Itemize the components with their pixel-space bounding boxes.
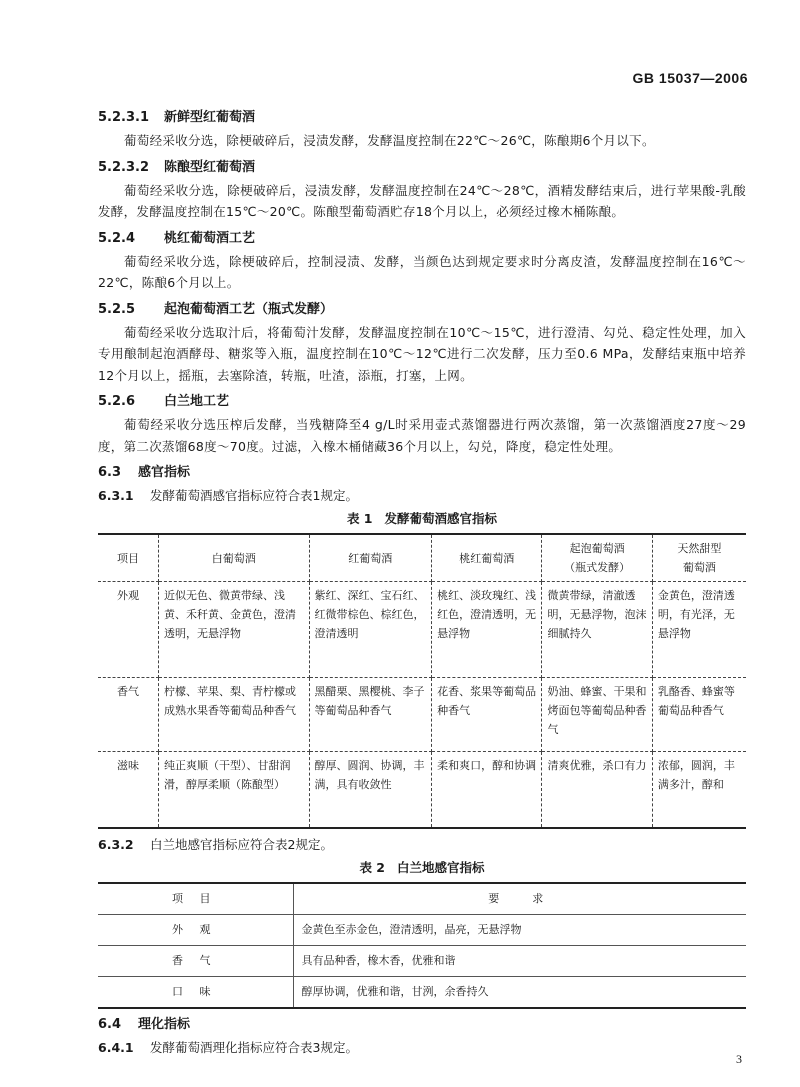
table-row [98, 914, 746, 945]
section-number: 6.4.1 [98, 1039, 134, 1055]
table-cell: 微黄带绿，清澈透明，无悬浮物，泡沫细腻持久 [542, 582, 652, 678]
row-label: 外观 [98, 914, 293, 945]
section-5-2-3-2-text: 葡萄经采收分选，除梗破碎后，浸渍发酵，发酵温度控制在24℃～28℃，酒精发酵结束后，进行苹果酸-乳酸发酵，发酵温度控制在15℃～20℃。陈酿型葡萄酒贮存18个月以上，必须经过橡木桶陈酿。 [98, 182, 746, 219]
section-6-4-1 [98, 1038, 746, 1057]
table-cell: 奶油、蜂蜜、干果和烤面包等葡萄品种香气 [542, 678, 652, 752]
section-title: 桃红葡萄酒工艺 [164, 230, 256, 246]
table-cell: 金黄色至赤金色，澄清透明，晶亮，无悬浮物 [293, 914, 746, 945]
table-row [98, 582, 746, 678]
section-5-2-3-1-text: 葡萄经采收分选，除梗破碎后，浸渍发酵，发酵温度控制在22℃～26℃，陈酿期6个月以下。 [124, 133, 655, 148]
table-title: 发酵葡萄酒感官指标 [384, 511, 498, 526]
section-6-3-1 [98, 486, 746, 505]
row-label: 口味 [98, 976, 293, 1008]
table-row [98, 945, 746, 976]
section-number: 5.2.5 [98, 301, 136, 317]
section-number: 6.3.1 [98, 488, 134, 503]
table-2 [98, 882, 746, 1009]
section-title: 起泡葡萄酒工艺（瓶式发酵） [164, 301, 334, 317]
table-cell: 具有品种香，橡木香，优雅和谐 [293, 945, 746, 976]
section-number: 5.2.3.2 [98, 159, 149, 175]
table-1-caption [98, 509, 746, 527]
row-label: 滋味 [98, 752, 159, 828]
table-1 [98, 533, 746, 829]
section-number: 5.2.3.1 [98, 110, 149, 125]
table-cell: 近似无色、微黄带绿、浅黄、禾秆黄、金黄色，澄清透明，无悬浮物 [159, 582, 310, 678]
table-header-cell: 红葡萄酒 [309, 534, 432, 582]
section-title: 新鲜型红葡萄酒 [164, 110, 256, 125]
table-cell: 花香、浆果等葡萄品种香气 [432, 678, 542, 752]
page-number: 3 [736, 1052, 742, 1066]
section-number: 5.2.4 [98, 230, 136, 246]
table-header-row [98, 883, 746, 915]
table-header-cell: 起泡葡萄酒 （瓶式发酵） [542, 534, 652, 582]
table-row [98, 678, 746, 752]
section-6-4-heading [98, 1015, 746, 1034]
table-number: 表 2 [359, 859, 386, 875]
table-row [98, 752, 746, 828]
table-cell: 柔和爽口，醇和协调 [432, 752, 542, 828]
section-5-2-4-text: 葡萄经采收分选，除梗破碎后，控制浸渍、发酵，当颜色达到规定要求时分离皮渣，发酵温度控制在16℃～22℃，陈酿6个月以上。 [98, 253, 746, 290]
table-header-cell: 白葡萄酒 [159, 534, 310, 582]
clause-text: 白兰地感官指标应符合表2规定。 [150, 836, 333, 852]
standard-code: GB 15037—2006 [632, 70, 748, 86]
table-header-cell: 项目 [98, 883, 293, 915]
table-title: 白兰地感官指标 [397, 859, 485, 875]
table-cell: 乳酪香、蜂蜜等葡萄品种香气 [652, 678, 746, 752]
table-cell: 醇厚协调，优雅和谐，甘洌，余香持久 [293, 976, 746, 1008]
row-label: 香气 [98, 945, 293, 976]
section-5-2-3-2-heading [98, 158, 746, 177]
section-5-2-5-text: 葡萄经采收分选取汁后，将葡萄汁发酵，发酵温度控制在10℃～15℃，进行澄清、勾兑、稳定性处理，加入专用酿制起泡酒酵母、糖浆等入瓶，温度控制在10℃～12℃进行二次发酵，压力至0.6 MPa，发酵结束瓶中培养12个月以上，摇瓶，去塞除渣，转瓶，吐渣，添瓶，打塞，上网。 [98, 324, 746, 383]
table-cell: 浓郁，圆润，丰满多汁，醇和 [652, 752, 746, 828]
section-6-3-heading [98, 463, 746, 482]
section-5-2-6-text: 葡萄经采收分选压榨后发酵，当残糖降至4 g/L时采用壶式蒸馏器进行两次蒸馏，第一次蒸馏酒度27度～29度，第二次蒸馏68度～70度。过滤，入橡木桶储藏36个月以上，勾兑，降度，稳定性处理。 [98, 417, 746, 454]
table-header-cell: 项目 [98, 534, 159, 582]
table-cell: 桃红、淡玫瑰红、浅红色，澄清透明，无悬浮物 [432, 582, 542, 678]
table-number: 表 1 [346, 511, 373, 526]
table-cell: 柠檬、苹果、梨、青柠檬或成熟水果香等葡萄品种香气 [159, 678, 310, 752]
table-header-cell: 要求 [293, 883, 746, 915]
section-title: 感官指标 [138, 465, 191, 480]
table-header-cell: 天然甜型 葡萄酒 [652, 534, 746, 582]
section-5-2-3-1-heading [98, 108, 746, 127]
section-5-2-4-heading [98, 229, 746, 248]
table-cell: 黑醋栗、黑樱桃、李子等葡萄品种香气 [309, 678, 432, 752]
section-title: 理化指标 [138, 1016, 191, 1032]
table-cell: 清爽优雅，杀口有力 [542, 752, 652, 828]
section-5-2-6-heading [98, 392, 746, 411]
section-number: 6.3 [98, 465, 122, 480]
row-label: 香气 [98, 678, 159, 752]
section-number: 5.2.6 [98, 394, 136, 409]
table-cell: 金黄色，澄清透明，有光泽，无悬浮物 [652, 582, 746, 678]
clause-text: 发酵葡萄酒感官指标应符合表1规定。 [150, 488, 358, 503]
section-title: 白兰地工艺 [164, 394, 230, 409]
row-label: 外观 [98, 582, 159, 678]
table-row [98, 976, 746, 1008]
clause-text: 发酵葡萄酒理化指标应符合表3规定。 [150, 1039, 358, 1055]
section-5-2-5-heading [98, 300, 746, 319]
table-header-cell: 桃红葡萄酒 [432, 534, 542, 582]
section-6-3-2 [98, 835, 746, 854]
table-2-caption [98, 858, 746, 876]
table-header-row [98, 534, 746, 582]
section-title: 陈酿型红葡萄酒 [164, 159, 256, 175]
section-number: 6.3.2 [98, 836, 134, 852]
table-cell: 纯正爽顺（干型）、甘甜润滑，醇厚柔顺（陈酿型） [159, 752, 310, 828]
table-cell: 紫红、深红、宝石红、红微带棕色、棕红色，澄清透明 [309, 582, 432, 678]
document-body [98, 104, 746, 1061]
table-cell: 醇厚、圆润、协调，丰满，具有收敛性 [309, 752, 432, 828]
section-number: 6.4 [98, 1016, 122, 1032]
